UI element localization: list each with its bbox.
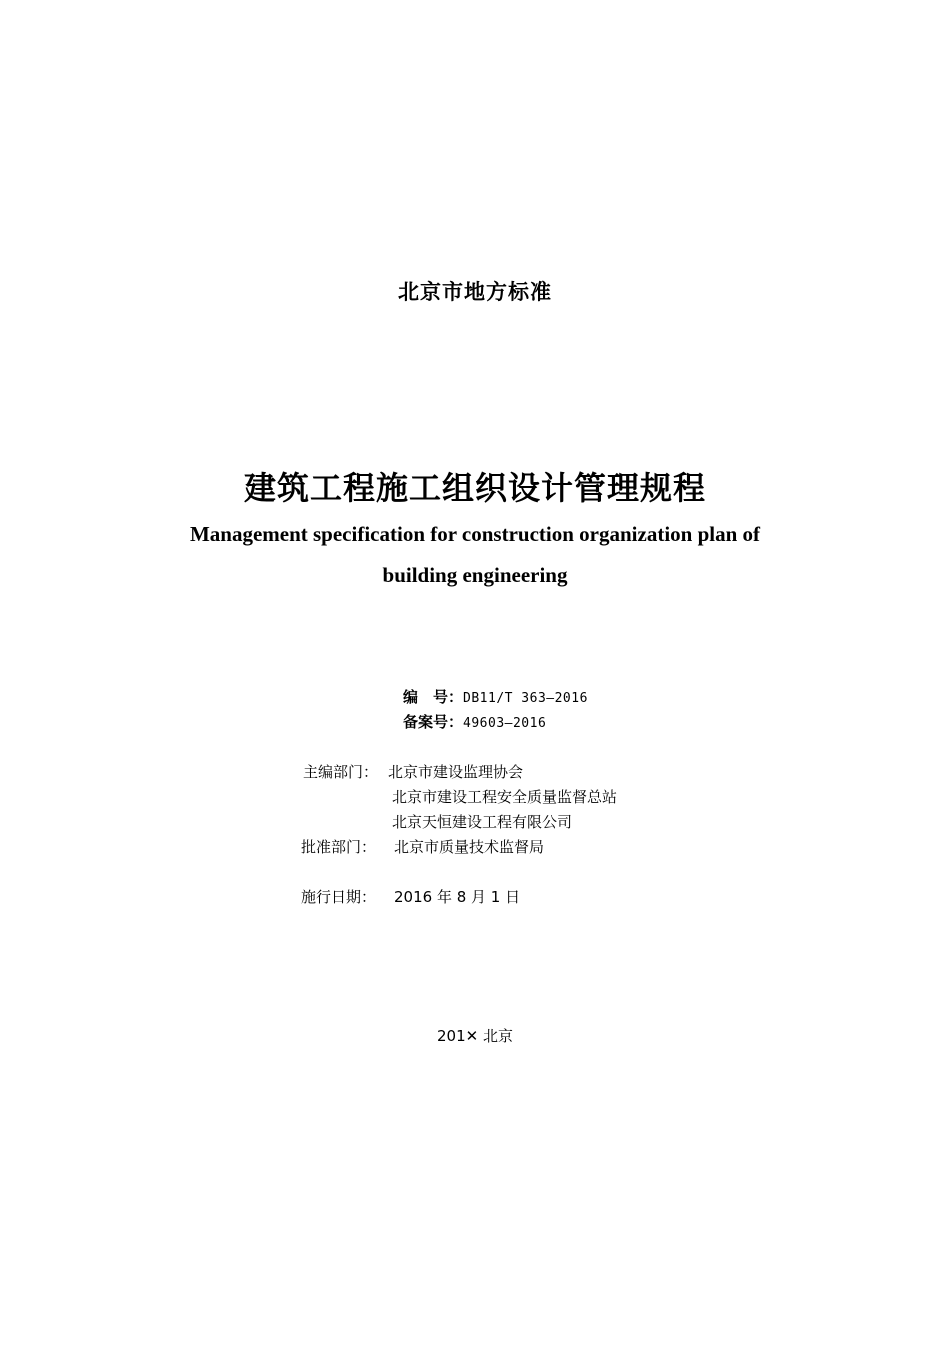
standard-number-label: 编 号： — [403, 688, 464, 706]
record-number-value: 49603—2016 — [463, 716, 547, 731]
chief-editor-org-1: 北京市建设监理协会 — [388, 763, 524, 781]
effective-date-label: 施行日期： — [301, 888, 377, 906]
approver-label: 批准部门： — [301, 838, 377, 856]
publication-place-year: 201✕ 北京 — [437, 1027, 513, 1045]
chief-editor-label: 主编部门： — [303, 763, 379, 781]
effective-date-value: 2016 年 8 月 1 日 — [394, 888, 521, 906]
title-chinese: 建筑工程施工组织设计管理规程 — [243, 469, 706, 507]
approver-org: 北京市质量技术监督局 — [394, 838, 545, 856]
standard-number-value: DB11/T 363—2016 — [463, 691, 588, 706]
title-english-line-2: building engineering — [382, 563, 568, 587]
standard-number — [403, 686, 588, 707]
title-english — [0, 514, 950, 596]
chief-editor-org-3: 北京天恒建设工程有限公司 — [392, 813, 573, 831]
record-number-label: 备案号： — [403, 713, 464, 731]
chief-editor-org-2: 北京市建设工程安全质量监督总站 — [392, 788, 618, 806]
standard-category: 北京市地方标准 — [398, 280, 552, 304]
record-number — [403, 711, 546, 732]
title-english-line-1: Management specification for construction organization plan of — [189, 522, 761, 546]
